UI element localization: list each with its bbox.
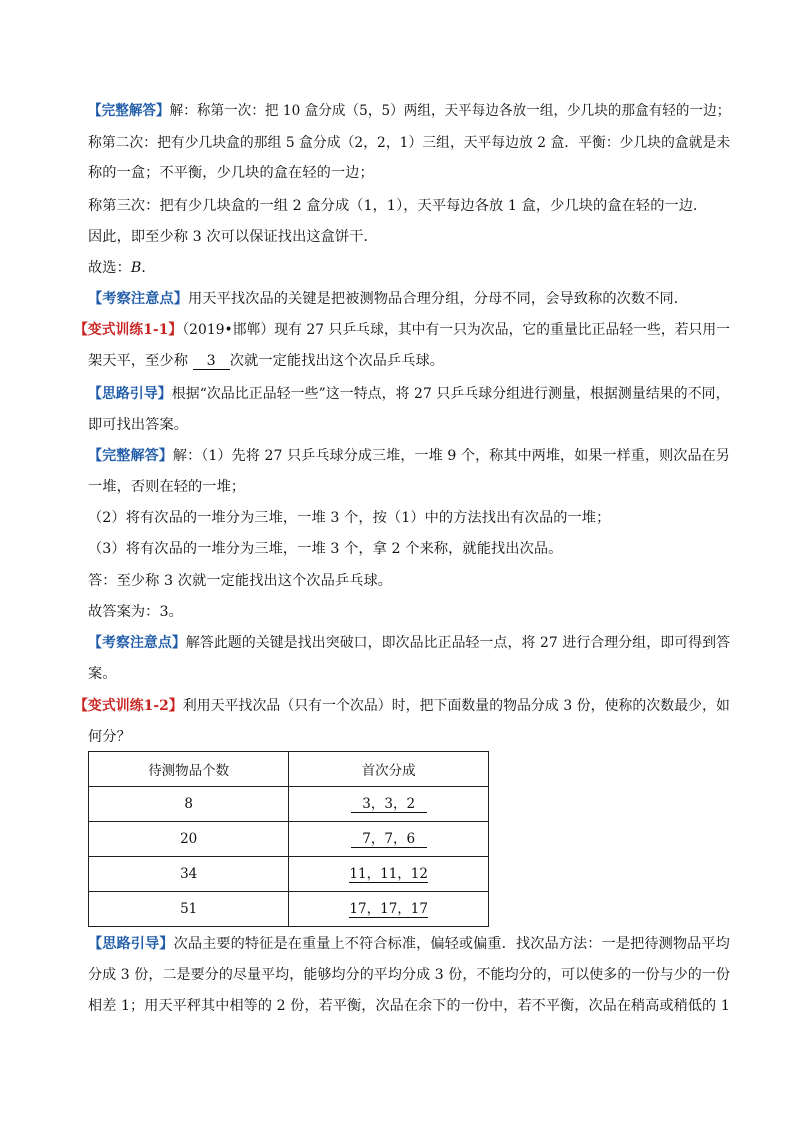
solution-line-2: 称第二次：把有少几块盒的那组 5 盒分成（2，2，1）三组，天平每边放 2 盒．平衡：少几块的盒就是未 (88, 135, 731, 151)
hint-1-line-1: 【思路引导】根据“次品比正品轻一些”这一特点，将 27 只乒乓球分组进行测量，根据测量结果的不同， (88, 386, 730, 402)
tag-complete-solution: 【完整解答】 (88, 448, 173, 464)
solution-1-line-1: 【完整解答】解：（1）先将 27 只乒乓球分成三堆，一堆 9 个，称其中两堆，如果一样重，则次品在另 (88, 448, 730, 464)
tag-exercise-1-2: 【变式训练1-2】 (74, 698, 183, 714)
hint-1-line-2: 即可找出答案。 (88, 417, 189, 433)
exercise-1-2-line-1: 【变式训练1-2】利用天平找次品（只有一个次品）时，把下面数量的物品分成 3 份，使称的次数最少，如 (74, 698, 730, 714)
solution-answer-line: 故选：B． (88, 260, 156, 276)
hint-2-line-1: 【思路引导】次品主要的特征是在重量上不符合标准，偏轻或偏重．找次品方法：一是把待测物品平均 (88, 936, 730, 952)
tag-note: 【考察注意点】 (88, 291, 189, 307)
exercise-1-1-line-1: 【变式训练1-1】（2019•邯郸）现有 27 只乒乓球，其中有一只为次品，它的重量比正品轻一些，若只用一 (74, 322, 731, 338)
table-row (89, 822, 489, 857)
solution-1-line-4: （3）将有次品的一堆分为三堆，一堆 3 个，拿 2 个来称，就能找出次品。 (88, 541, 563, 557)
answer-blank: 7，7，6 (351, 831, 427, 848)
solution-1-line-3: （2）将有次品的一堆分为三堆，一堆 3 个，按（1）中的方法找出有次品的一堆； (88, 510, 611, 526)
note-line: 【考察注意点】用天平找次品的关键是把被测物品合理分组，分母不同，会导致称的次数不同． (88, 291, 689, 307)
table-cell-split (289, 892, 489, 927)
answer-choice: B (130, 260, 142, 276)
answer-blank: 3 (193, 353, 230, 370)
table-cell-count: 20 (89, 822, 289, 857)
hint-2-line-2: 分成 3 份，二是要分的尽量平均，能够均分的平均分成 3 份，不能均分的，可以使多的一份与少的一份 (88, 967, 731, 983)
tag-note: 【考察注意点】 (88, 635, 186, 651)
solution-line-3: 称的一盒；不平衡，少几块的盒在轻的一边； (88, 165, 374, 181)
answer-blank: 17，17，17 (349, 900, 428, 917)
answer-blank: 11，11，12 (349, 865, 428, 882)
table-cell-count: 8 (89, 787, 289, 822)
table-row (89, 857, 489, 892)
table-cell-count: 51 (89, 892, 289, 927)
grouping-table (88, 751, 489, 927)
solution-line-1: 【完整解答】解：称第一次：把 10 盒分成（5，5）两组，天平每边各放一组，少几块的那盒有轻的一边； (88, 103, 731, 119)
solution-1-line-6: 故答案为：3。 (88, 604, 183, 620)
tag-hint: 【思路引导】 (88, 386, 172, 402)
table-header-row (89, 752, 489, 787)
table-row (89, 787, 489, 822)
tag-exercise-1-1: 【变式训练1-1】 (74, 322, 183, 338)
table-cell-split (289, 857, 489, 892)
hint-2-line-3: 相差 1；用天平秤其中相等的 2 份，若平衡，次品在余下的一份中，若不平衡，次品在稍高或稍低的 1 (88, 998, 730, 1014)
solution-1-line-2: 一堆，否则在轻的一堆； (88, 479, 246, 495)
answer-blank: 3，3，2 (351, 796, 427, 813)
tag-hint: 【思路引导】 (88, 936, 174, 952)
exercise-1-2-line-2: 何分？ (88, 729, 131, 745)
table-cell-split (289, 787, 489, 822)
table-header-cell: 待测物品个数 (89, 752, 289, 787)
note-1-line-1: 【考察注意点】解答此题的关键是找出突破口，即次品比正品轻一点，将 27 进行合理分组，即可得到答 (88, 635, 731, 651)
tag-complete-solution: 【完整解答】 (88, 103, 170, 119)
note-1-line-2: 案。 (88, 666, 117, 682)
solution-1-line-5: 答：至少称 3 次就一定能找出这个次品乒乓球。 (88, 573, 393, 589)
table-header-cell: 首次分成 (289, 752, 489, 787)
table-row (89, 892, 489, 927)
solution-line-5: 因此，即至少称 3 次可以保证找出这盒饼干． (88, 229, 378, 245)
table-cell-count: 34 (89, 857, 289, 892)
table-cell-split (289, 822, 489, 857)
exercise-1-1-line-2: 架天平，至少称 3 次就一定能找出这个次品乒乓球。 (88, 353, 445, 369)
solution-line-4: 称第三次：把有少几块盒的一组 2 盒分成（1，1），天平每边各放 1 盒，少几块的盒在轻的一边． (88, 198, 708, 214)
